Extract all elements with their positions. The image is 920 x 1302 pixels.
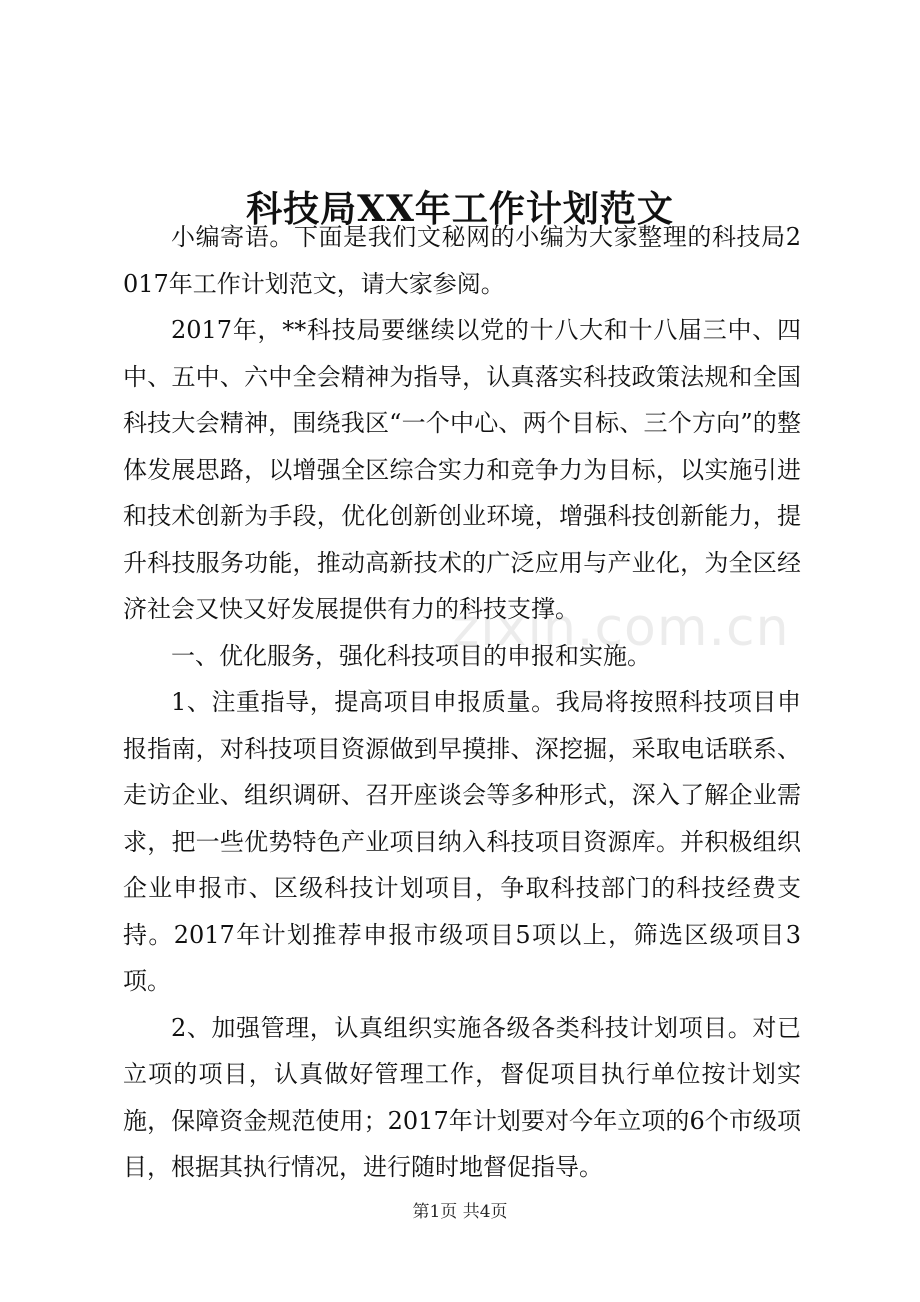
page-footer: 第1页 共4页 xyxy=(412,1202,508,1222)
paragraph-intro: 小编寄语。下面是我们文秘网的小编为大家整理的科技局2017年工作计划范文，请大家参阅。 xyxy=(123,223,801,298)
watermark-text: zixin.com.cn xyxy=(452,598,790,658)
document-body xyxy=(123,214,801,1191)
section-heading-1: 一、优化服务，强化科技项目的申报和实施。 xyxy=(171,641,651,670)
paragraph-item-1: 1、注重指导，提高项目申报质量。我局将按照科技项目申报指南，对科技项目资源做到早摸排、深挖掘，采取电话联系、走访企业、组织调研、召开座谈会等多种形式，深入了解企业需求，把一些优势特色产业项目纳入科技项目资源库。并积极组织企业申报市、区级科技计划项目，争取科技部门的科技经费支持。2017年计划推荐申报市级项目5项以上，筛选区级项目3项。 xyxy=(123,688,801,995)
paragraph-overview: 2017年，**科技局要继续以党的十八大和十八届三中、四中、五中、六中全会精神为指导，认真落实科技政策法规和全国科技大会精神，围绕我区“一个中心、两个目标、三个方向”的整体发展思路，以增强全区综合实力和竞争力为目标，以实施引进和技术创新为手段，优化创新创业环境，增强科技创新能力，提升科技服务功能，推动高新技术的广泛应用与产业化，为全区经济社会又快又好发展提供有力的科技支撑。 xyxy=(123,316,801,623)
page-title: 科技局XX年工作计划范文 xyxy=(246,188,674,231)
paragraph-item-2: 2、加强管理，认真组织实施各级各类科技计划项目。对已立项的项目，认真做好管理工作，督促项目执行单位按计划实施，保障资金规范使用；2017年计划要对今年立项的6个市级项目，根据其执行情况，进行随时地督促指导。 xyxy=(123,1013,801,1181)
